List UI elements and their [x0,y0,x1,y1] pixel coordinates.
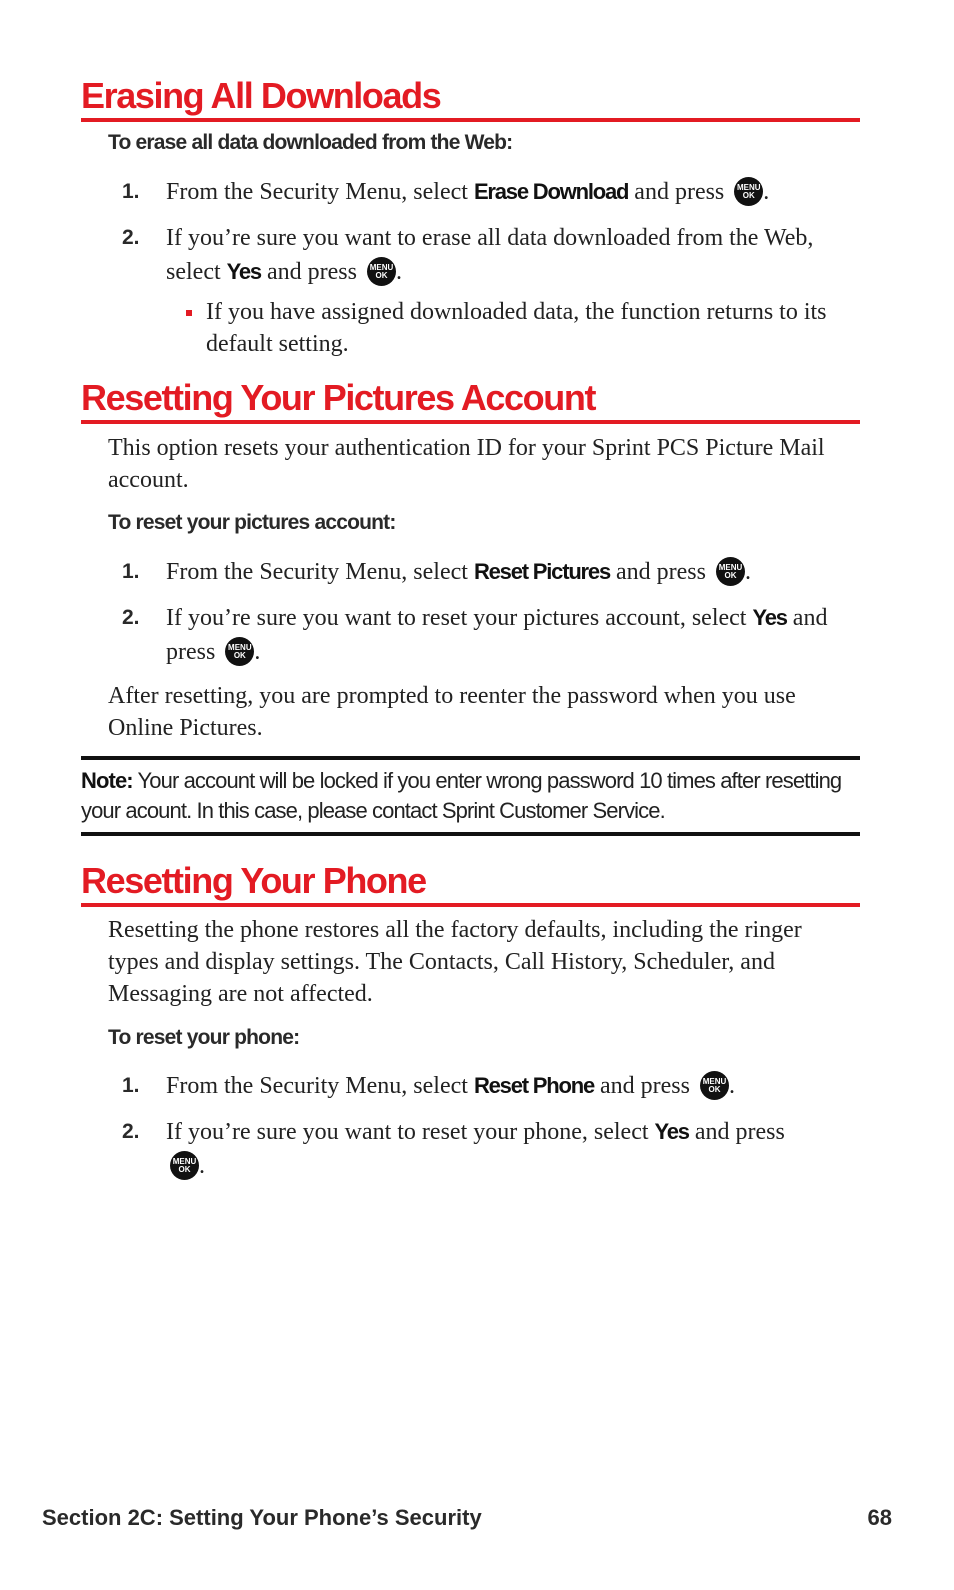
step-text [166,1069,866,1103]
icon-label-menu: MENU [737,183,761,192]
menu-ok-button-icon [225,637,254,666]
menu-item-yes: Yes [226,259,261,284]
step-text-pre: If you’re sure you want to reset your pictures account, select [166,605,753,631]
step-text [166,555,866,589]
period: . [254,639,261,665]
icon-label-ok: OK [233,651,246,660]
menu-item-reset-pictures: Reset Pictures [473,559,610,584]
step-text-pre: From the Security Menu, select [166,559,474,585]
step-text [166,1115,806,1183]
step-number: 2. [122,1120,140,1143]
menu-ok-button-icon [716,557,745,586]
period: . [728,1073,735,1099]
note-body: Your account will be locked if you enter wrong password 10 times after resetting your acount. In this case, please contact Sprint Customer Service. [81,768,842,823]
section-title-erasing-downloads: Erasing All Downloads [81,74,860,122]
subheading-phone: To reset your phone: [108,1026,300,1049]
period: . [744,559,751,585]
step-text-post: and press [610,559,712,585]
step-text-pre: From the Security Menu, select [166,1073,474,1099]
step-text-post: and press [166,605,828,665]
icon-label-ok: OK [375,271,388,280]
period: . [395,259,402,285]
bullet-text: If you have assigned downloaded data, the function returns to its default setting. [206,299,827,357]
menu-ok-button-icon [367,257,396,286]
section-title-pictures-account: Resetting Your Pictures Account [81,376,860,424]
icon-label-ok: OK [724,571,737,580]
step-text-post: and press [594,1073,696,1099]
step-text [166,221,866,289]
note-text [81,766,860,826]
icon-label-menu: MENU [228,643,252,652]
menu-item-yes: Yes [752,605,787,630]
icon-label-ok: OK [708,1085,721,1094]
step-text-pre: If you’re sure you want to reset your phone, select [166,1119,655,1145]
step-text-post: and press [628,179,731,205]
note-box [81,756,860,836]
step-text-pre: If you’re sure you want to erase all data downloaded from the Web, select [166,225,814,285]
menu-item-reset-phone: Reset Phone [473,1073,594,1098]
note-label: Note: [81,768,133,793]
phone-intro: Resetting the phone restores all the factory defaults, including the ringer types and display settings. The Contacts, Call History, Scheduler, and Messaging are not affected. [108,917,802,1007]
menu-item-erase-download: Erase Download [473,179,629,204]
pictures-after-reset: After resetting, you are prompted to reenter the password when you use Online Pictures. [108,683,796,741]
menu-item-yes: Yes [654,1119,689,1144]
icon-label-menu: MENU [172,1157,197,1166]
step-number: 2. [122,226,140,249]
bullet-square-icon [186,310,192,316]
footer-page-number: 68 [867,1505,892,1530]
step-text [166,175,866,209]
footer-section-title: Section 2C: Setting Your Phone’s Security [42,1505,482,1530]
step-number: 1. [122,180,140,203]
icon-label-menu: MENU [718,563,743,572]
subheading-erase: To erase all data downloaded from the Web: [108,131,513,154]
step-number: 1. [122,1074,140,1097]
step-number: 2. [122,606,140,629]
icon-label-ok: OK [742,191,755,200]
menu-ok-button-icon [700,1071,729,1100]
step-text-post: and press [260,259,363,285]
pictures-intro: This option resets your authentication ID for your Sprint PCS Picture Mail account. [108,435,825,493]
step-text-pre: From the Security Menu, select [166,179,474,205]
period: . [763,179,770,205]
menu-ok-button-icon [734,177,763,206]
icon-label-ok: OK [178,1165,191,1174]
icon-label-menu: MENU [369,263,394,272]
step-number: 1. [122,560,140,583]
icon-label-menu: MENU [702,1077,727,1086]
step-text-post: and press [688,1119,785,1145]
menu-ok-button-icon [170,1151,199,1180]
period: . [199,1153,205,1179]
subheading-pictures: To reset your pictures account: [108,511,396,534]
section-title-resetting-phone: Resetting Your Phone [81,859,860,907]
step-text [166,601,866,669]
